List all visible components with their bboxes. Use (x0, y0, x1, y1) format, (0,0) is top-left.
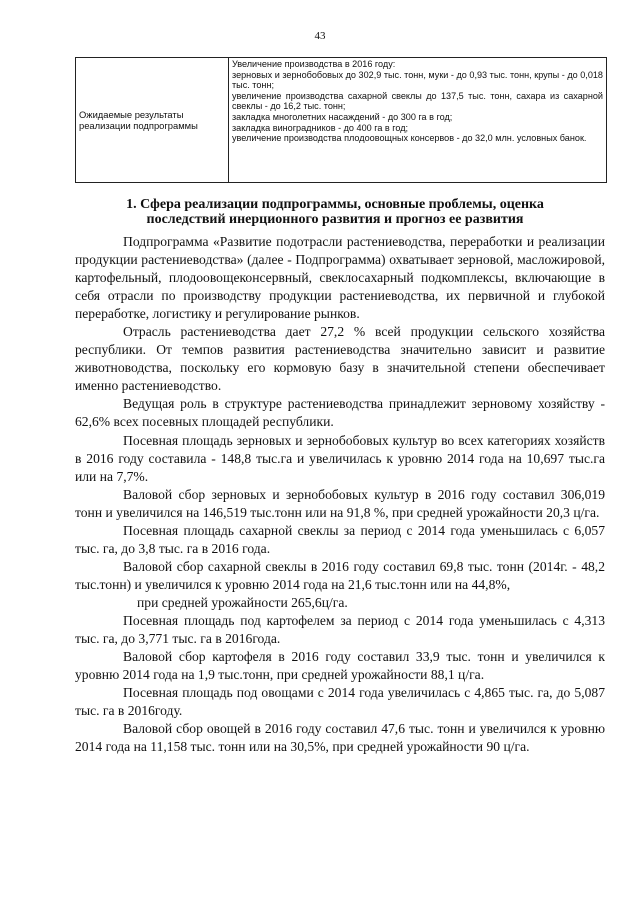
table-line: закладка виноградников - до 400 га в год; (232, 122, 409, 133)
paragraph: Посевная площадь сахарной свеклы за период с 2014 года уменьшилась с 6,057 тыс. га, до 3,8 тыс. га в 2016 года. (75, 522, 605, 556)
paragraph: Валовой сбор зерновых и зернобобовых культур в 2016 году составил 306,019 тонн и увеличился на 146,519 тыс.тонн или на 91,8 %, при средней урожайности 20,3 ц/га. (75, 486, 605, 520)
table-line: увеличение производства сахарной свеклы до 137,5 тыс. тонн, сахара из сахарной свеклы - до 16,2 тыс. тонн; (232, 90, 603, 112)
paragraph: Отрасль растениеводства дает 27,2 % всей продукции сельского хозяйства республики. От темпов развития растениеводства значительно зависит и развитие животноводства, поскольку его кормовую базу в значительной степени обеспечивает именно растениеводство. (75, 324, 605, 394)
section-heading: 1. Сфера реализации подпрограммы, основные проблемы, оценка последствий инерционного развития и прогноз ее развития (126, 197, 544, 227)
paragraph: Валовой сбор овощей в 2016 году составил 47,6 тыс. тонн и увеличился к уровню 2014 года на 11,158 тыс. тонн или на 30,5%, при средней урожайности 90 ц/га. (75, 721, 605, 755)
table-line: увеличение производства плодоовощных консервов - до 32,0 млн. условных банок. (232, 133, 587, 144)
page-number: 43 (314, 30, 326, 42)
body-text (75, 233, 605, 756)
table-line: закладка многолетних насаждений - до 300 га в год; (232, 111, 453, 122)
table-content-cell (229, 58, 606, 182)
paragraph: Подпрограмма «Развитие подотрасли растениеводства, переработки и реализации продукции растениеводства» (далее - Подпрограмма) охватывает зерновой, масложировой, картофельный, плодоовощеконсервный, свеклосахарный подкомплексы, включающие в себя отрасли по производству продукции растениеводства, их первичной и глубокой переработке, логистику и регулирование рынков. (75, 234, 605, 322)
paragraph: Посевная площадь под овощами с 2014 года увеличилась с 4,865 тыс. га, до 5,087 тыс. га в 2016году. (75, 685, 605, 719)
paragraph: при средней урожайности 265,6ц/га. (137, 594, 348, 610)
table-line: зерновых и зернобобовых до 302,9 тыс. тонн, муки - до 0,93 тыс. тонн, крупы - до 0,018 тыс. тонн; (232, 69, 603, 91)
paragraph: Валовой сбор картофеля в 2016 году составил 33,9 тыс. тонн и увеличился к уровню 2014 года на 1,9 тыс.тонн, при средней урожайности 88,1 ц/га. (75, 649, 605, 683)
table-label: Ожидаемые результаты реализации подпрограммы (79, 109, 198, 131)
table-label-cell (76, 58, 229, 182)
paragraph: Ведущая роль в структуре растениеводства принадлежит зерновому хозяйству - 62,6% всех посевных площадей республики. (75, 396, 605, 430)
results-table (75, 57, 607, 183)
paragraph: Посевная площадь зерновых и зернобобовых культур во всех категориях хозяйств в 2016 году составила - 148,8 тыс.га и увеличилась к уровню 2014 года на 10,697 тыс.га или на 7,7%. (75, 432, 605, 484)
paragraph: Посевная площадь под картофелем за период с 2014 года уменьшилась с 4,313 тыс. га, до 3,771 тыс. га в 2016года. (75, 612, 605, 647)
paragraph: Валовой сбор сахарной свеклы в 2016 году составил 69,8 тыс. тонн (2014г. - 48,2 тыс.тонн) и увеличился к уровню 2014 года на 21,6 тыс.тонн или на 44,8%, (75, 558, 605, 592)
table-line: Увеличение производства в 2016 году: (232, 59, 396, 69)
